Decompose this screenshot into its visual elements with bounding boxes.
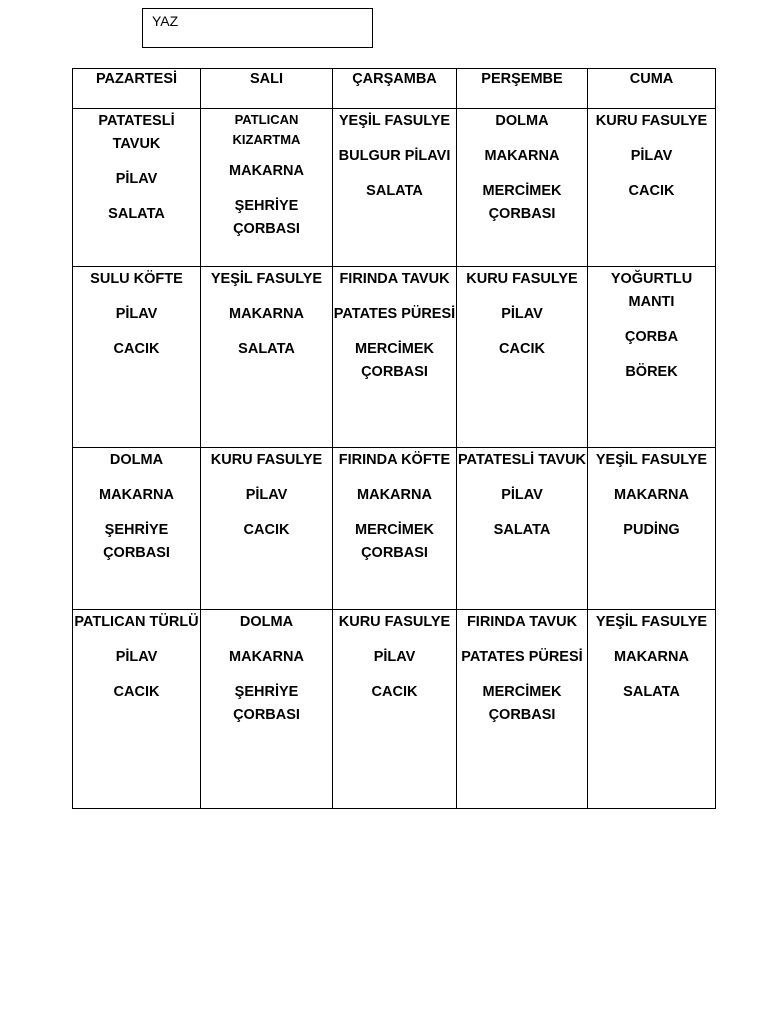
dish: FIRINDA TAVUK — [466, 614, 578, 630]
menu-cell — [73, 109, 201, 267]
dish: MAKARNA — [229, 306, 304, 322]
dish: YEŞİL FASULYE — [210, 271, 323, 287]
dish: PUDİNG — [623, 522, 680, 538]
dish: KURU FASULYE — [338, 614, 451, 630]
day-header-monday: PAZARTESİ — [73, 69, 201, 109]
dish: PİLAV — [115, 649, 158, 665]
dish: DOLMA — [239, 614, 294, 630]
dish: MAKARNA — [614, 487, 689, 503]
dish: BULGUR PİLAVI — [338, 148, 451, 164]
dish: PİLAV — [245, 487, 288, 503]
menu-cell — [73, 448, 201, 610]
menu-cell — [457, 448, 588, 610]
dish: KURU FASULYE — [210, 452, 323, 468]
dish: MERCİMEK ÇORBASI — [482, 183, 562, 222]
dish: SALATA — [493, 522, 551, 538]
dish: PİLAV — [630, 148, 673, 164]
day-header-friday: CUMA — [588, 69, 716, 109]
dish: DOLMA — [495, 113, 549, 129]
dish: SALATA — [108, 206, 165, 222]
dish: ÇORBA — [624, 329, 679, 345]
dish: PİLAV — [501, 306, 543, 322]
dish: MAKARNA — [229, 163, 304, 179]
menu-cell — [588, 109, 716, 267]
dish: MAKARNA — [357, 487, 432, 503]
dish: YEŞİL FASULYE — [338, 113, 451, 129]
dish: MAKARNA — [99, 487, 174, 503]
day-header-thursday: PERŞEMBE — [457, 69, 588, 109]
dish: SALATA — [238, 341, 295, 357]
menu-cell — [201, 109, 333, 267]
dish: FIRINDA KÖFTE — [338, 452, 451, 468]
dish: PİLAV — [373, 649, 416, 665]
dish: PİLAV — [115, 171, 158, 187]
menu-cell — [73, 610, 201, 809]
dish: MAKARNA — [229, 649, 304, 665]
dish: SULU KÖFTE — [90, 271, 183, 287]
dish: CACIK — [243, 522, 290, 538]
dish: ŞEHRİYE ÇORBASI — [233, 684, 300, 723]
menu-cell — [201, 448, 333, 610]
dish: KURU FASULYE — [595, 113, 708, 129]
dish: CACIK — [499, 341, 545, 357]
week-row-4 — [73, 610, 716, 809]
dish: YEŞİL FASULYE — [595, 452, 708, 468]
menu-cell — [333, 267, 457, 448]
week-row-1 — [73, 109, 716, 267]
dish: FIRINDA TAVUK — [339, 271, 450, 287]
menu-table — [72, 68, 716, 809]
menu-cell — [457, 267, 588, 448]
menu-cell — [201, 610, 333, 809]
week-row-2 — [73, 267, 716, 448]
menu-cell — [457, 109, 588, 267]
title-text: YAZ — [152, 13, 179, 29]
dish: CACIK — [371, 684, 418, 700]
dish: PİLAV — [501, 487, 543, 503]
dish: ŞEHRİYE ÇORBASI — [103, 522, 170, 561]
menu-cell — [201, 267, 333, 448]
dish: YOĞURTLU MANTI — [610, 271, 693, 310]
title-box — [142, 8, 373, 48]
menu-cell — [588, 610, 716, 809]
menu-cell — [457, 610, 588, 809]
dish: MERCİMEK ÇORBASI — [355, 341, 434, 380]
dish: PATATES PÜRESİ — [461, 649, 583, 665]
dish: MAKARNA — [484, 148, 560, 164]
dish: SALATA — [366, 183, 423, 199]
header-row — [73, 69, 716, 109]
day-header-wednesday: ÇARŞAMBA — [333, 69, 457, 109]
menu-cell — [333, 610, 457, 809]
dish: KURU FASULYE — [466, 271, 578, 287]
menu-cell — [588, 267, 716, 448]
dish: MERCİMEK ÇORBASI — [482, 684, 562, 723]
dish: PATATES PÜRESİ — [333, 306, 456, 322]
dish: PATLICAN KIZARTMA — [232, 112, 301, 147]
menu-cell — [588, 448, 716, 610]
dish: SALATA — [623, 684, 680, 700]
dish: BÖREK — [625, 364, 678, 380]
day-header-tuesday: SALI — [201, 69, 333, 109]
dish: PATATESLİ TAVUK — [457, 452, 587, 468]
menu-cell — [73, 267, 201, 448]
week-row-3 — [73, 448, 716, 610]
dish: CACIK — [113, 341, 160, 357]
dish: PATATESLİ TAVUK — [98, 113, 175, 152]
dish: CACIK — [628, 183, 675, 199]
dish: MERCİMEK ÇORBASI — [355, 522, 434, 561]
menu-cell — [333, 109, 457, 267]
dish: CACIK — [113, 684, 160, 700]
menu-cell — [333, 448, 457, 610]
dish: PATLICAN TÜRLÜ — [74, 614, 199, 630]
dish: YEŞİL FASULYE — [595, 614, 708, 630]
dish: DOLMA — [109, 452, 164, 468]
dish: ŞEHRİYE ÇORBASI — [233, 198, 300, 237]
dish: PİLAV — [115, 306, 158, 322]
dish: MAKARNA — [614, 649, 689, 665]
